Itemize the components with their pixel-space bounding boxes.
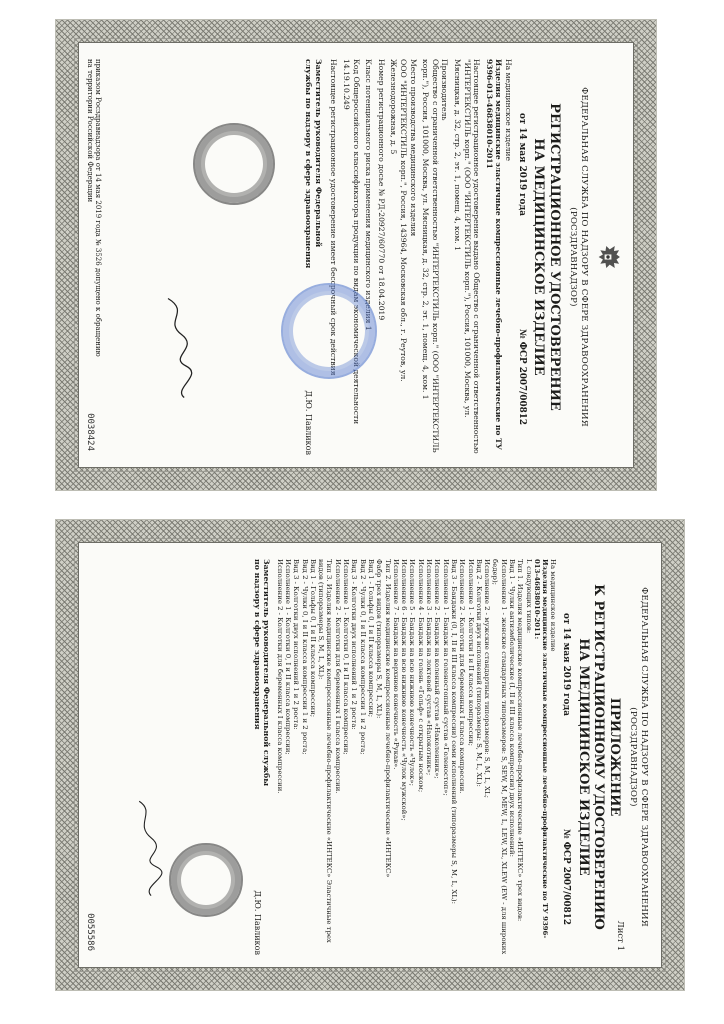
title-line-2: НА МЕДИЦИНСКОЕ ИЗДЕЛИЕ (531, 138, 547, 376)
paragraph: На медицинское изделие (504, 59, 513, 161)
appendix-body (275, 559, 557, 955)
serial-number: 0038424 (85, 413, 95, 451)
paragraph: Настоящее регистрационное удостоверение имеет бессрочный срок действия (329, 59, 339, 376)
list-item: Вид 1 - Гольфы 0, I и II класса компрессии; (308, 559, 317, 718)
list-item: Вид 3 - Бандажи (0, I, II и III класса компрессии) семи исполнений (типоразмеры S, M, L, XL): (449, 559, 458, 904)
certificate-sheet (56, 20, 656, 490)
agency-name: ФЕДЕРАЛЬНАЯ СЛУЖБА ПО НАДЗОРУ В СФЕРЕ ЗДРАВООХРАНЕНИЯ (579, 87, 589, 427)
signer-name: Д.Ю. Павликов (252, 890, 262, 955)
title-line-1: РЕГИСТРАЦИОННОЕ УДОСТОВЕРЕНИЕ (547, 103, 562, 411)
signer-title: Заместитель руководителя Федеральной службы по надзору в сфере здравоохранения (252, 559, 272, 787)
list-item: На медицинское изделие (549, 559, 558, 652)
agency-short-name: (РОСЗДРАВНАДЗОР) (568, 207, 579, 307)
issue-date: от 14 мая 2019 года (517, 113, 527, 216)
list-item: Исполнение 3 - Бандаж на локтевой сустав «Налокотник»; (425, 559, 434, 776)
list-item: Исполнение 7 - Бандаж на верхнюю конечность «Рукав». (391, 559, 400, 770)
list-item: Вид 2 - Чулки 0, I и II класса компрессии 1 и 2 роста; (300, 559, 309, 755)
signer-name: Д.Ю. Павликов (304, 390, 314, 455)
date-number-row (562, 613, 572, 925)
certificate-body (329, 59, 513, 455)
list-item: Исполнение 1 - Колготки 0, I и II класса компрессии; (284, 559, 292, 755)
list-item: Исполнение 2 - Бандаж на коленный сустав «Наколенник»; (433, 559, 442, 779)
double-headed-eagle-emblem-icon (591, 240, 625, 274)
paragraph: Общество с ограниченной ответственностью "ИНТЕРТЕКСТИЛЬ корп." (ООО "ИНТЕРТЕКСТИЛЬ корп."), Россия, 101000, Москва, ул. Мясницкая, д. 32, стр. 2, эт. 1, помещ. 4, ком. 1 (421, 59, 440, 453)
list-item: Вид 3 - Колготки двух исполнений 1 и 2 роста: (292, 559, 301, 730)
list-item: Вид 1 - Чулки антиэмболические (I, II и III класса компрессии) двух исполнений: (508, 559, 517, 857)
appendix-inner-frame (78, 542, 662, 968)
list-item: Исполнение 4 - Бандаж на голень «Гольф» с открытым носком; (416, 559, 425, 793)
title-line-1: ПРИЛОЖЕНИЕ (607, 697, 622, 817)
serial-number: 0055586 (85, 913, 95, 951)
signature-block (252, 559, 271, 955)
paragraph: Код Общероссийского классификатора продукции по видам экономической деятельности 14.19.10.249 (342, 59, 361, 425)
title-line-2: К РЕГИСТРАЦИОННОМУ УДОСТОВЕРЕНИЮ (591, 584, 607, 930)
list-item: Исполнение 2 - Колготки для беременных I класса компрессии. (333, 559, 342, 794)
list-item: Тип 3. Изделия медицинские компрессионные лечебно-профилактические «ИНТЕКС» Эластичные трех видов (типоразмеры S, M, L, XL): (317, 559, 334, 943)
seal-stamp-icon (193, 123, 275, 205)
list-item: Тип 1. Изделия медицинские компрессионные лечебно-профилактические «ИНТЕКС» трех видов: (516, 559, 525, 922)
list-item: Исполнение 6 - Бандаж на всю нижнюю конечность «Чулок мужской»; (400, 559, 409, 821)
list-item: Исполнение 2 - Колготки для беременных I класса компрессии. (458, 559, 467, 794)
list-item: Исполнение 1 - Бандаж на голеностопный сустав «Голеностоп»; (441, 559, 450, 796)
list-item: Исполнение 1 - Колготки I и II класса компрессии; (466, 559, 475, 746)
paragraph: Настоящее регистрационное удостоверение выдано Общество с ограниченной ответственностью "ИНТЕРТЕКСТИЛЬ корп." (ООО "ИНТЕРТЕКСТИЛЬ корп."), Россия, 101000, Москва, ул. Мясницкая, д. 32, стр. 2, эт. 1, помещ. 4, ком. 1 (453, 59, 482, 454)
list-item: I. следующих типов: (524, 559, 533, 634)
appendix-sheet (56, 520, 684, 990)
footnote: приказом Росздравнадзора от 14 мая 2019 года № 3526 допущено к обращению на территории Российской Федерации (85, 59, 103, 357)
agency-short-name: (РОСЗДРАВНАДЗОР) (628, 707, 639, 807)
sheet-number: Лист 1 (615, 920, 625, 951)
certificate-inner-frame (78, 42, 634, 468)
signer-title: Заместитель руководителя Федеральной службы по надзору в сфере здравоохранения (304, 59, 323, 269)
list-item: Исполнение 2 - Колготки для беременных I класса компрессии. (275, 559, 284, 794)
list-item: Тип 2. Изделия медицинские компрессионные лечебно-профилактические «ИНТЕКС» (383, 559, 392, 878)
paragraph: Производитель (440, 59, 450, 121)
paragraph: Изделия медицинские эластичные компрессионные лечебно-профилактические по ТУ 9396-013-46838010-2011 (484, 59, 504, 450)
paragraph: ООО "ИНТЕРТЕКСТИЛЬ корп.", Россия, 143964, Московская обл., г. Реутов, ул. Железнодорожная, д. 5 (389, 59, 409, 382)
certificate-rotated-content (79, 43, 635, 469)
list-item: Исполнение 1 - женские стандартных типоразмеров: S, SEW, M, MEW, L, LEW, XL, XLEW (EW - для широких бедер); (491, 559, 508, 955)
list-item: Вид 2 - Колготки двух исполнений (типоразмеры: S, M, L, XL): (474, 559, 483, 787)
certificate-number: № ФСР 2007/00812 (561, 829, 572, 925)
certificate-title (531, 59, 562, 455)
list-item: Вид 3 - Колготки двух исполнений 1 и 2 роста: (350, 559, 359, 730)
seal-stamp-icon (169, 843, 243, 917)
agency-name: ФЕДЕРАЛЬНАЯ СЛУЖБА ПО НАДЗОРУ В СФЕРЕ ЗДРАВООХРАНЕНИЯ (639, 587, 649, 927)
list-item: Исполнение 5 - Бандаж на всю нижнюю конечность «Чулок»; (408, 559, 417, 786)
paragraph: Номер регистрационного досье № РД-20927/60770 от 18.04.2019 (376, 59, 386, 321)
certificate-number: № ФСР 2007/00812 (517, 329, 527, 425)
list-item: Вид 2 - Чулки 0, I и II класса компрессии 1 и 2 роста; (358, 559, 367, 755)
date-number-row (517, 113, 527, 425)
paragraph: Класс потенциального риска применения медицинского изделия 1 (364, 59, 374, 331)
appendix-rotated-content (79, 543, 663, 969)
official-stamp-icon (281, 283, 377, 379)
signature-icon (129, 793, 163, 903)
list-item: Изделия медицинские эластичные компрессионные лечебно-профилактические по ТУ 9396-013-46838010-2011: (532, 559, 550, 939)
title-line-3: НА МЕДИЦИНСКОЕ ИЗДЕЛИЕ (576, 638, 591, 876)
paragraph: Место производства медицинского изделия (408, 59, 418, 237)
list-item: Исполнение 2 - мужские стандартных типоразмеров: S, M, L, XL; (483, 559, 492, 798)
list-item: Фабр трех видов (типоразмеры S, M, L, XL): (375, 559, 384, 719)
signature-block (304, 59, 323, 455)
appendix-title (576, 559, 623, 955)
signature-icon (159, 293, 195, 403)
list-item: Вид 1 - Гольфы 0, I и II класса компрессии; (366, 559, 375, 718)
list-item: Исполнение 1 - Колготки 0, I и II класса компрессии; (342, 559, 351, 755)
issue-date: от 14 мая 2019 года (561, 613, 572, 716)
